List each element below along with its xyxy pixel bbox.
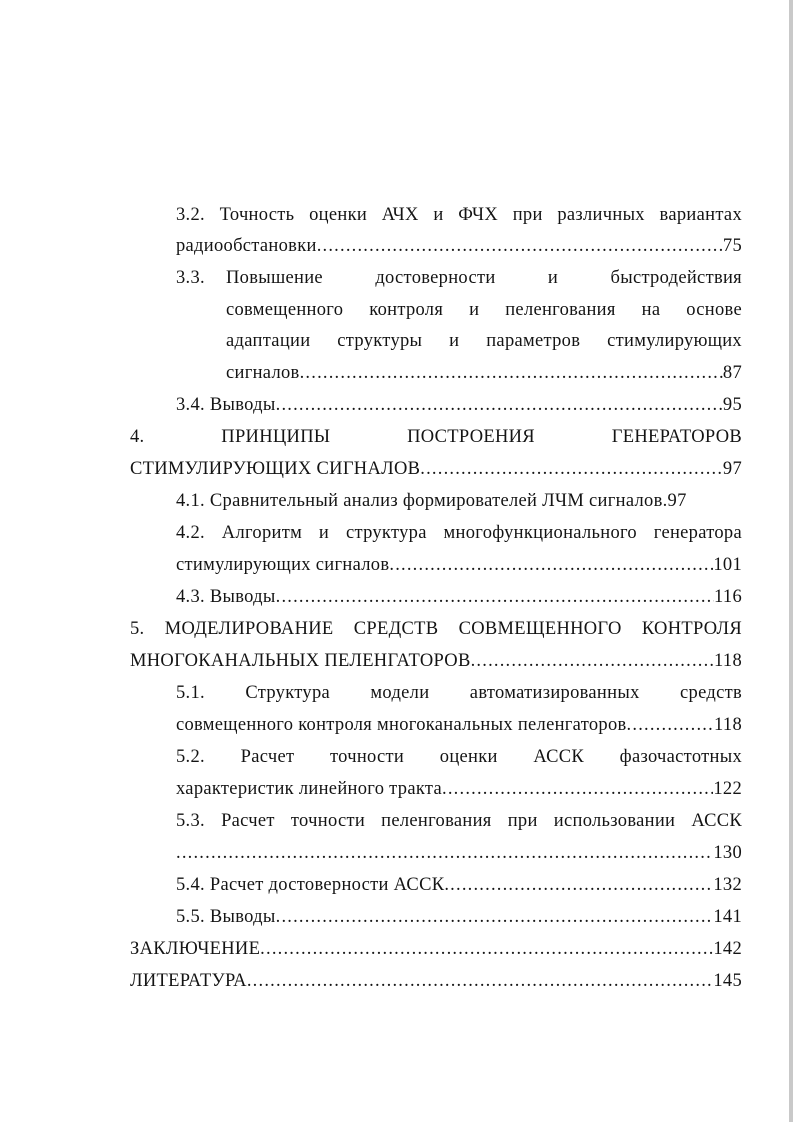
toc-entry-5-3[interactable] — [176, 839, 742, 867]
toc-entry-5-4[interactable] — [176, 871, 742, 899]
toc-3-3-line4: сигналов — [226, 363, 300, 383]
toc-entry-5-5[interactable] — [176, 903, 742, 931]
toc-entry-3-4[interactable] — [176, 391, 742, 419]
toc-3-3-line3: адаптации структуры и параметров стимулирующих — [226, 331, 742, 351]
dot-leader — [317, 232, 723, 260]
toc-5-2-page: 122 — [713, 779, 742, 799]
toc-4-2-page: 101 — [713, 555, 742, 575]
toc-conclusion-page: 142 — [713, 939, 742, 959]
toc-5-1-line2: совмещенного контроля многоканальных пеленгаторов — [176, 715, 627, 735]
dot-leader — [444, 871, 713, 899]
toc-3-3-page: 87 — [722, 363, 742, 383]
toc-5-1-line1: 5.1. Структура модели автоматизированных средств — [176, 683, 742, 703]
dot-leader — [300, 359, 723, 387]
toc-ch4-page: 97 — [722, 459, 742, 479]
toc-entry-literature[interactable] — [130, 967, 742, 995]
toc-entry-ch4[interactable] — [130, 455, 742, 483]
toc-3-2-line1: 3.2. Точность оценки АЧХ и ФЧХ при различных вариантах — [176, 205, 742, 225]
toc-entry-conclusion[interactable] — [130, 935, 742, 963]
toc-conclusion-text: ЗАКЛЮЧЕНИЕ — [130, 939, 261, 959]
toc-4-3-text: 4.3. Выводы — [176, 587, 276, 607]
dot-leader — [276, 391, 723, 419]
dot-leader — [276, 903, 714, 931]
dot-leader — [627, 711, 714, 739]
dot-leader — [442, 775, 713, 803]
toc-ch4-line2: СТИМУЛИРУЮЩИХ СИГНАЛОВ — [130, 459, 421, 479]
toc-literature-text: ЛИТЕРАТУРА — [130, 971, 247, 991]
toc-5-5-page: 141 — [713, 907, 742, 927]
scan-edge-shadow — [789, 0, 793, 1122]
toc-ch4-line1: 4. ПРИНЦИПЫ ПОСТРОЕНИЯ ГЕНЕРАТОРОВ — [130, 427, 742, 447]
toc-entry-5-2[interactable] — [176, 775, 742, 803]
toc-entry-3-2[interactable] — [176, 232, 742, 260]
toc-entry-3-3[interactable] — [226, 359, 742, 387]
toc-3-4-page: 95 — [722, 395, 742, 415]
toc-4-3-page: 116 — [714, 587, 742, 607]
toc-3-2-line2: радиообстановки — [176, 236, 317, 256]
toc-5-3-line1: 5.3. Расчет точности пеленгования при использовании АССК — [176, 811, 742, 831]
toc-4-2-line2: стимулирующих сигналов — [176, 555, 390, 575]
toc-5-2-line1: 5.2. Расчет точности оценки АССК фазочастотных — [176, 747, 742, 767]
toc-4-2-line1: 4.2. Алгоритм и структура многофункционального генератора — [176, 523, 742, 543]
toc-5-3-page: 130 — [713, 843, 742, 863]
toc-5-5-text: 5.5. Выводы — [176, 907, 276, 927]
toc-entry-4-3[interactable] — [176, 583, 742, 611]
toc-entry-4-1[interactable] — [176, 487, 742, 515]
toc-entry-5-1[interactable] — [176, 711, 742, 739]
toc-3-3-line2: совмещенного контроля и пеленгования на основе — [226, 300, 742, 320]
dot-leader — [389, 551, 713, 579]
toc-4-1-page: 97 — [667, 491, 687, 511]
toc-5-1-page: 118 — [714, 715, 742, 735]
dot-leader — [260, 935, 713, 963]
toc-5-4-page: 132 — [713, 875, 742, 895]
toc-3-2-page: 75 — [722, 236, 742, 256]
toc-entry-4-2[interactable] — [176, 551, 742, 579]
dot-leader — [420, 455, 723, 483]
toc-3-3-line1: Повышение достоверности и быстродействия — [226, 268, 742, 288]
toc-ch5-page: 118 — [714, 651, 742, 671]
toc-ch5-line2: МНОГОКАНАЛЬНЫХ ПЕЛЕНГАТОРОВ — [130, 651, 471, 671]
toc-ch5-line1: 5. МОДЕЛИРОВАНИЕ СРЕДСТВ СОВМЕЩЕННОГО КОНТРОЛЯ — [130, 619, 742, 639]
toc-5-2-line2: характеристик линейного тракта — [176, 779, 443, 799]
dot-leader — [176, 839, 713, 867]
toc-literature-page: 145 — [713, 971, 742, 991]
dot-leader — [471, 647, 714, 675]
toc-3-4-text: 3.4. Выводы — [176, 395, 276, 415]
toc-3-3-number: 3.3. — [176, 268, 205, 288]
dot-leader — [247, 967, 713, 995]
toc-5-4-text: 5.4. Расчет достоверности АССК — [176, 875, 445, 895]
dot-leader — [276, 583, 714, 611]
toc-entry-ch5[interactable] — [130, 647, 742, 675]
toc-4-1-text: 4.1. Сравнительный анализ формирователей ЛЧМ сигналов. — [176, 491, 668, 511]
